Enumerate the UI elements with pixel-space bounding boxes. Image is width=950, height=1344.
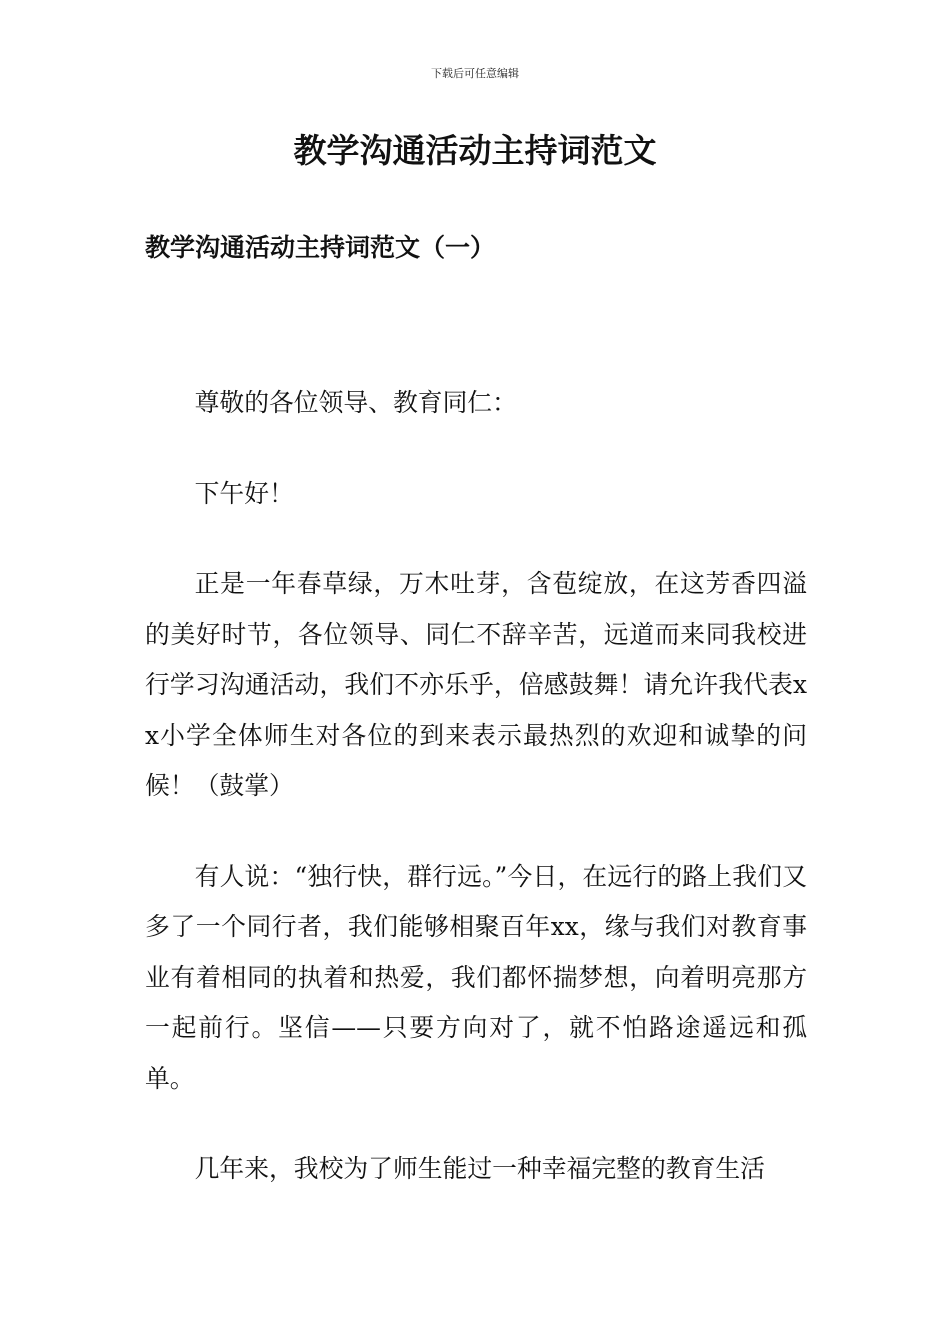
page-title: 教学沟通活动主持词范文 <box>293 131 657 170</box>
paragraph-greeting: 尊敬的各位领导、教育同仁： <box>194 388 517 417</box>
paragraph-years: 几年来，我校为了师生能过一种幸福完整的教育生活 <box>194 1154 765 1183</box>
document-body <box>145 378 807 1195</box>
paragraph-quote: 有人说：“独行快，群行远。”今日，在远行的路上我们又多了一个同行者，我们能够相聚百年xx，缘与我们对教育事业有着相同的执着和热爱，我们都怀揣梦想，向着明亮那方一起前行。坚信——只要方向对了，就不怕路途遥远和孤单。 <box>145 861 807 1093</box>
header-note: 下载后可任意编辑 <box>431 67 519 80</box>
paragraph-welcome: 正是一年春草绿，万木吐芽，含苞绽放，在这芳香四溢的美好时节，各位领导、同仁不辞辛苦，远道而来同我校进行学习沟通活动，我们不亦乐乎，倍感鼓舞！请允许我代表xx小学全体师生对各位的到来表示最热烈的欢迎和诚挚的问候！（鼓掌） <box>145 569 807 800</box>
paragraph-hello: 下午好！ <box>194 478 294 508</box>
section-heading: 教学沟通活动主持词范文（一） <box>145 233 496 262</box>
